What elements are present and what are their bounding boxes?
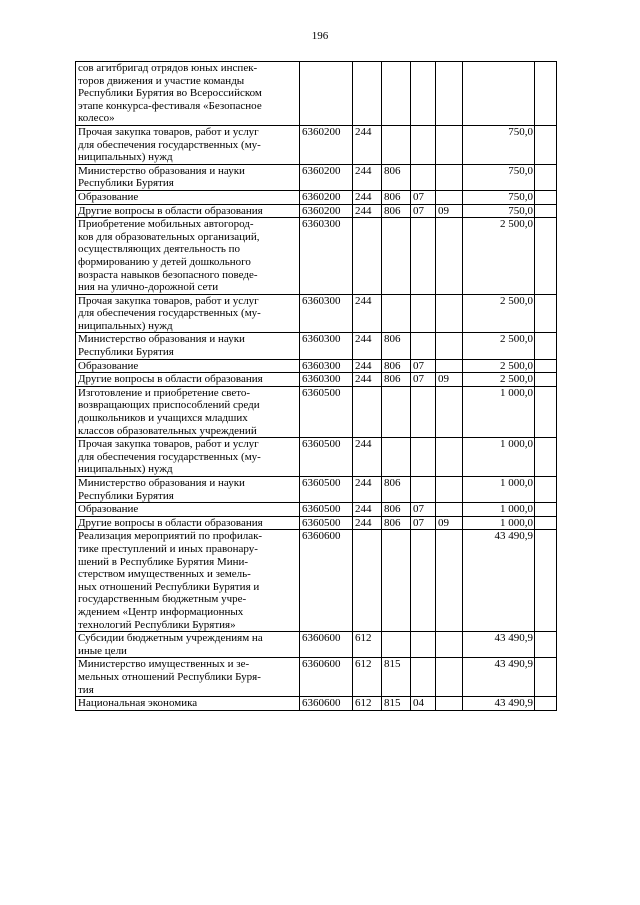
item-name-cell: Прочая закупка товаров, работ и услуг для обеспечения государственных (му- ниципальных) нужд: [76, 125, 300, 164]
section-cell: [411, 632, 436, 658]
amount-cell: 43 490,9: [463, 530, 535, 632]
table-row: [76, 386, 557, 437]
administrator-code-cell: 806: [382, 333, 411, 359]
administrator-code-cell: 806: [382, 516, 411, 530]
expense-type-cell: 244: [353, 503, 382, 517]
table-row: [76, 164, 557, 190]
item-name-cell: Другие вопросы в области образования: [76, 204, 300, 218]
table-row: [76, 373, 557, 387]
target-article-cell: 6360300: [300, 294, 353, 333]
blank-cell: [535, 632, 557, 658]
table-row: [76, 658, 557, 697]
section-cell: [411, 658, 436, 697]
section-cell: 07: [411, 190, 436, 204]
expense-type-cell: 244: [353, 164, 382, 190]
section-cell: [411, 438, 436, 477]
blank-cell: [535, 125, 557, 164]
amount-cell: 43 490,9: [463, 658, 535, 697]
amount-cell: 43 490,9: [463, 632, 535, 658]
target-article-cell: 6360300: [300, 359, 353, 373]
expense-type-cell: 244: [353, 294, 382, 333]
subsection-cell: [436, 125, 463, 164]
expense-type-cell: 244: [353, 516, 382, 530]
blank-cell: [535, 333, 557, 359]
target-article-cell: 6360600: [300, 697, 353, 711]
target-article-cell: 6360300: [300, 333, 353, 359]
expense-type-cell: [353, 530, 382, 632]
item-name-cell: Министерство имущественных и зе- мельных отношений Республики Буря- тия: [76, 658, 300, 697]
amount-cell: 750,0: [463, 164, 535, 190]
expense-type-cell: 612: [353, 632, 382, 658]
expense-type-cell: 244: [353, 359, 382, 373]
blank-cell: [535, 164, 557, 190]
target-article-cell: 6360600: [300, 632, 353, 658]
table-row: [76, 125, 557, 164]
item-name-cell: Министерство образования и науки Республики Бурятия: [76, 164, 300, 190]
expense-type-cell: 244: [353, 204, 382, 218]
blank-cell: [535, 516, 557, 530]
administrator-code-cell: [382, 530, 411, 632]
page-number: 196: [311, 30, 329, 42]
item-name-cell: Образование: [76, 190, 300, 204]
subsection-cell: [436, 697, 463, 711]
section-cell: 07: [411, 373, 436, 387]
section-cell: 07: [411, 503, 436, 517]
item-name-cell: Субсидии бюджетным учреждениям на иные цели: [76, 632, 300, 658]
section-cell: [411, 62, 436, 126]
amount-cell: 750,0: [463, 125, 535, 164]
item-name-cell: Реализация мероприятий по профилак- тике преступлений и иных правонару- шений в Республике Бурятия Мини- стерством имущественных и земель- ных отношений Республики Бурятия и государственным бюджетным учре- ждением «Центр информационных технологий Республики Бурятия»: [76, 530, 300, 632]
subsection-cell: [436, 62, 463, 126]
amount-cell: 750,0: [463, 190, 535, 204]
administrator-code-cell: 806: [382, 164, 411, 190]
item-name-cell: Образование: [76, 503, 300, 517]
amount-cell: 1 000,0: [463, 438, 535, 477]
administrator-code-cell: [382, 125, 411, 164]
item-name-cell: Министерство образования и науки Республики Бурятия: [76, 477, 300, 503]
amount-cell: 2 500,0: [463, 359, 535, 373]
target-article-cell: 6360200: [300, 164, 353, 190]
section-cell: [411, 218, 436, 295]
subsection-cell: [436, 294, 463, 333]
amount-cell: 2 500,0: [463, 294, 535, 333]
target-article-cell: 6360200: [300, 125, 353, 164]
administrator-code-cell: 806: [382, 503, 411, 517]
table-row: [76, 333, 557, 359]
section-cell: [411, 386, 436, 437]
table-row: [76, 530, 557, 632]
expense-type-cell: 244: [353, 190, 382, 204]
administrator-code-cell: [382, 218, 411, 295]
subsection-cell: 09: [436, 516, 463, 530]
blank-cell: [535, 530, 557, 632]
subsection-cell: [436, 190, 463, 204]
administrator-code-cell: 815: [382, 658, 411, 697]
table-body: [76, 62, 557, 711]
target-article-cell: 6360500: [300, 386, 353, 437]
section-cell: [411, 294, 436, 333]
item-name-cell: Прочая закупка товаров, работ и услуг для обеспечения государственных (му- ниципальных) нужд: [76, 294, 300, 333]
expense-type-cell: 612: [353, 697, 382, 711]
expense-type-cell: 244: [353, 125, 382, 164]
item-name-cell: Приобретение мобильных автогород- ков для образовательных организаций, осуществляющих деятельность по формированию у детей дошкольного возраста навыков безопасного поведе- ния на улично-дорожной сети: [76, 218, 300, 295]
expense-type-cell: 244: [353, 477, 382, 503]
subsection-cell: [436, 386, 463, 437]
blank-cell: [535, 294, 557, 333]
target-article-cell: [300, 62, 353, 126]
table-row: [76, 632, 557, 658]
table-row: [76, 294, 557, 333]
expense-type-cell: 612: [353, 658, 382, 697]
expense-type-cell: [353, 62, 382, 126]
administrator-code-cell: [382, 386, 411, 437]
subsection-cell: [436, 530, 463, 632]
item-name-cell: Национальная экономика: [76, 697, 300, 711]
expense-type-cell: 244: [353, 373, 382, 387]
administrator-code-cell: 815: [382, 697, 411, 711]
amount-cell: 750,0: [463, 204, 535, 218]
section-cell: [411, 125, 436, 164]
administrator-code-cell: [382, 294, 411, 333]
blank-cell: [535, 373, 557, 387]
administrator-code-cell: [382, 632, 411, 658]
blank-cell: [535, 697, 557, 711]
item-name-cell: Министерство образования и науки Республики Бурятия: [76, 333, 300, 359]
administrator-code-cell: 806: [382, 190, 411, 204]
item-name-cell: Образование: [76, 359, 300, 373]
administrator-code-cell: [382, 438, 411, 477]
administrator-code-cell: [382, 62, 411, 126]
item-name-cell: Прочая закупка товаров, работ и услуг для обеспечения государственных (му- ниципальных) нужд: [76, 438, 300, 477]
blank-cell: [535, 359, 557, 373]
blank-cell: [535, 204, 557, 218]
amount-cell: 1 000,0: [463, 516, 535, 530]
subsection-cell: 09: [436, 373, 463, 387]
subsection-cell: [436, 333, 463, 359]
subsection-cell: [436, 477, 463, 503]
table-row: [76, 204, 557, 218]
target-article-cell: 6360300: [300, 373, 353, 387]
subsection-cell: 09: [436, 204, 463, 218]
blank-cell: [535, 190, 557, 204]
table-row: [76, 190, 557, 204]
blank-cell: [535, 218, 557, 295]
target-article-cell: 6360500: [300, 516, 353, 530]
table-row: [76, 62, 557, 126]
blank-cell: [535, 62, 557, 126]
section-cell: 07: [411, 204, 436, 218]
section-cell: [411, 164, 436, 190]
subsection-cell: [436, 503, 463, 517]
amount-cell: 2 500,0: [463, 333, 535, 359]
subsection-cell: [436, 438, 463, 477]
item-name-cell: Другие вопросы в области образования: [76, 373, 300, 387]
budget-table: [75, 61, 557, 711]
target-article-cell: 6360200: [300, 190, 353, 204]
blank-cell: [535, 438, 557, 477]
target-article-cell: 6360300: [300, 218, 353, 295]
item-name-cell: Другие вопросы в области образования: [76, 516, 300, 530]
table-row: [76, 359, 557, 373]
amount-cell: 43 490,9: [463, 697, 535, 711]
blank-cell: [535, 658, 557, 697]
subsection-cell: [436, 218, 463, 295]
administrator-code-cell: 806: [382, 373, 411, 387]
expense-type-cell: [353, 218, 382, 295]
target-article-cell: 6360600: [300, 658, 353, 697]
table-row: [76, 697, 557, 711]
administrator-code-cell: 806: [382, 359, 411, 373]
amount-cell: 2 500,0: [463, 373, 535, 387]
table-row: [76, 477, 557, 503]
target-article-cell: 6360200: [300, 204, 353, 218]
amount-cell: 1 000,0: [463, 386, 535, 437]
expense-type-cell: [353, 386, 382, 437]
table-row: [76, 503, 557, 517]
blank-cell: [535, 386, 557, 437]
blank-cell: [535, 503, 557, 517]
section-cell: [411, 477, 436, 503]
amount-cell: 2 500,0: [463, 218, 535, 295]
section-cell: [411, 333, 436, 359]
expense-type-cell: 244: [353, 333, 382, 359]
section-cell: [411, 530, 436, 632]
administrator-code-cell: 806: [382, 477, 411, 503]
target-article-cell: 6360500: [300, 503, 353, 517]
amount-cell: 1 000,0: [463, 477, 535, 503]
section-cell: 07: [411, 516, 436, 530]
section-cell: 04: [411, 697, 436, 711]
item-name-cell: Изготовление и приобретение свето- возвращающих приспособлений среди дошкольников и учащихся младших классов образовательных учреждений: [76, 386, 300, 437]
subsection-cell: [436, 658, 463, 697]
blank-cell: [535, 477, 557, 503]
item-name-cell: сов агитбригад отрядов юных инспек- торов движения и участие команды Республики Бурятия во Всероссийском этапе конкурса-фестиваля «Безопасное колесо»: [76, 62, 300, 126]
table-row: [76, 438, 557, 477]
amount-cell: 1 000,0: [463, 503, 535, 517]
target-article-cell: 6360500: [300, 438, 353, 477]
section-cell: 07: [411, 359, 436, 373]
table-row: [76, 218, 557, 295]
expense-type-cell: 244: [353, 438, 382, 477]
administrator-code-cell: 806: [382, 204, 411, 218]
table-row: [76, 516, 557, 530]
subsection-cell: [436, 164, 463, 190]
subsection-cell: [436, 632, 463, 658]
target-article-cell: 6360500: [300, 477, 353, 503]
subsection-cell: [436, 359, 463, 373]
target-article-cell: 6360600: [300, 530, 353, 632]
amount-cell: [463, 62, 535, 126]
